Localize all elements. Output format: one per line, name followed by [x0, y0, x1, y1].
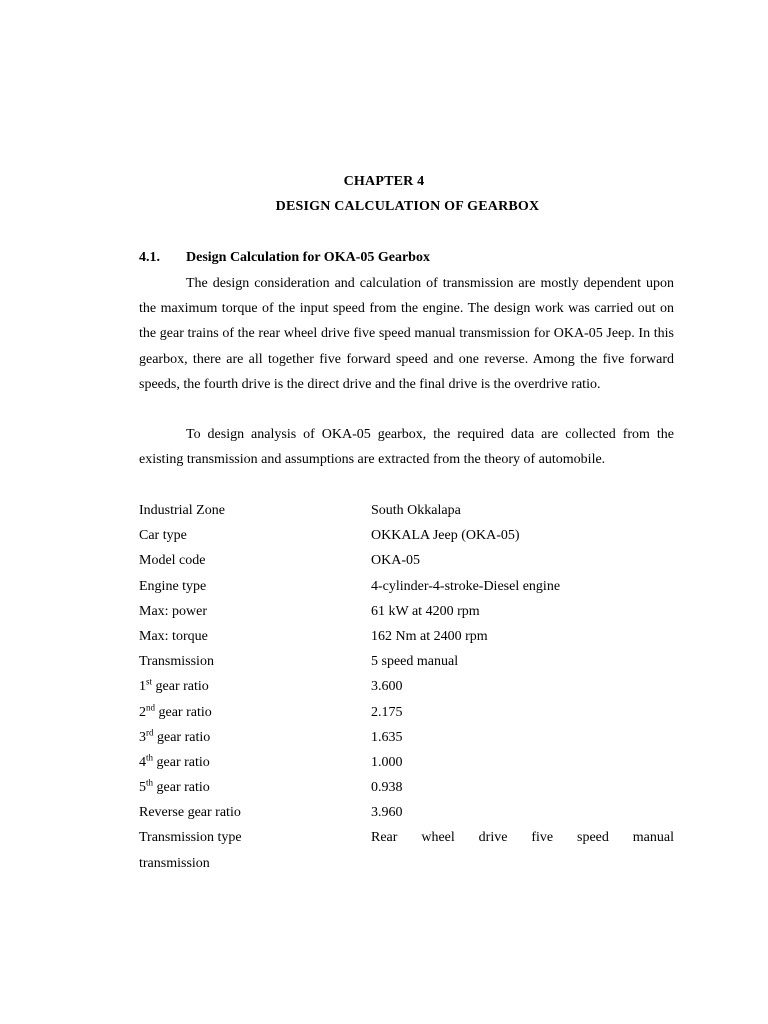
ordinal-number: 4	[139, 754, 146, 770]
spec-value: 61 kW at 4200 rpm	[371, 603, 480, 619]
spec-label: Max: torque	[139, 628, 208, 644]
spec-value: South Okkalapa	[371, 503, 461, 518]
spec-value: 1.635	[371, 729, 403, 745]
ordinal-suffix: th	[146, 777, 154, 788]
spec-value: Rear wheel drive five speed manual	[371, 830, 674, 846]
spec-row-industrial-zone	[139, 498, 674, 523]
spec-value: 1.000	[371, 754, 403, 770]
spec-row-gear-3	[139, 725, 674, 750]
ordinal-number: 1	[139, 679, 146, 695]
spec-row-reverse-gear	[139, 800, 674, 825]
spec-row-gear-4	[139, 750, 674, 775]
spec-label: Reverse gear ratio	[139, 805, 241, 821]
spec-row-max-torque	[139, 624, 674, 649]
ordinal-suffix: st	[146, 676, 153, 687]
spec-value: OKKALA Jeep (OKA-05)	[371, 528, 520, 544]
label-rest: gear ratio	[152, 679, 209, 695]
spec-value: OKA-05	[371, 553, 420, 569]
spec-label	[139, 674, 209, 699]
label-rest: gear ratio	[155, 704, 212, 720]
spec-row-engine-type	[139, 574, 674, 599]
spec-row-gear-5	[139, 775, 674, 800]
spec-row-gear-2	[139, 700, 674, 725]
ordinal-suffix: nd	[146, 701, 155, 712]
ordinal-number: 3	[139, 729, 146, 745]
ordinal-suffix: th	[146, 752, 154, 763]
paragraph-2	[139, 422, 674, 472]
spec-value: 3.600	[371, 679, 403, 695]
spec-list	[139, 498, 674, 876]
spec-label: Industrial Zone	[139, 503, 225, 518]
spec-value: 5 speed manual	[371, 654, 459, 670]
spec-row-car-type	[139, 523, 674, 548]
ordinal-number: 2	[139, 704, 146, 720]
spec-value: 3.960	[371, 805, 403, 821]
spec-row-transmission-type	[139, 825, 674, 850]
chapter-title: DESIGN CALCULATION OF GEARBOX	[275, 199, 540, 214]
section-title: Design Calculation for OKA-05 Gearbox	[186, 250, 430, 265]
spec-label: Model code	[139, 553, 206, 569]
spec-row-gear-1	[139, 674, 674, 699]
spec-row-model-code	[139, 548, 674, 573]
chapter-heading: CHAPTER 4	[343, 174, 425, 189]
label-rest: gear ratio	[153, 780, 210, 796]
spec-value: 162 Nm at 2400 rpm	[371, 628, 488, 644]
spec-label: Transmission	[139, 654, 214, 670]
spec-label	[139, 750, 210, 775]
spec-value: 4-cylinder-4-stroke-Diesel engine	[371, 578, 561, 594]
ordinal-number: 5	[139, 780, 146, 796]
spec-label	[139, 700, 212, 725]
ordinal-suffix: rd	[146, 727, 154, 738]
paragraph-1-text: The design consideration and calculation of transmission are mostly dependent upon the maximum torque of the input speed from the engine. The design work was carried out on the gear trains of the rear wheel drive five speed manual transmission for OKA-05 Jeep. In this gearbox, there are all together five forward speed and one reverse. Among the five forward speeds, the fourth drive is the direct drive and the final drive is the overdrive ratio.	[139, 276, 674, 392]
spec-label: Engine type	[139, 578, 207, 594]
spec-label: Transmission type	[139, 830, 242, 846]
spec-label: Car type	[139, 528, 187, 544]
spec-label: Max: power	[139, 603, 208, 619]
spec-value: 0.938	[371, 780, 403, 796]
spec-label	[139, 775, 210, 800]
section-heading	[139, 250, 430, 266]
spec-value: 2.175	[371, 704, 403, 720]
spec-row-max-power	[139, 599, 674, 624]
spec-value-continuation: transmission	[139, 855, 210, 871]
spec-label	[139, 725, 210, 750]
paragraph-2-text: To design analysis of OKA-05 gearbox, the required data are collected from the existing transmission and assumptions are extracted from the theory of automobile.	[139, 427, 674, 468]
spec-row-transmission	[139, 649, 674, 674]
label-rest: gear ratio	[153, 729, 211, 745]
section-number: 4.1.	[139, 250, 160, 265]
paragraph-1	[139, 271, 674, 397]
label-rest: gear ratio	[153, 754, 210, 770]
